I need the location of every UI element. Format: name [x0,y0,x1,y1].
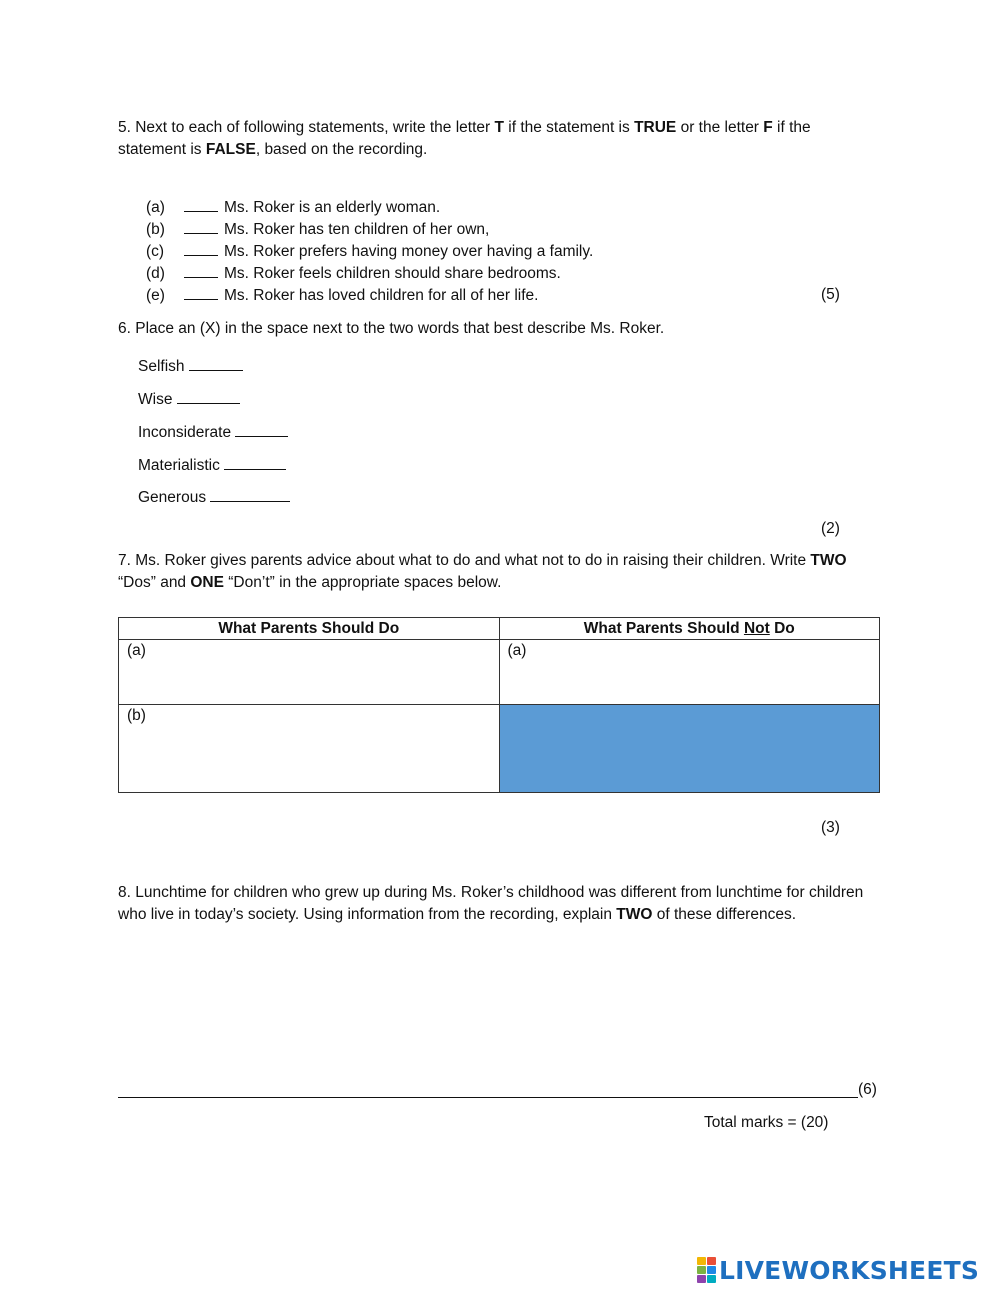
q6-word-generous: Generous [138,486,290,508]
q7-prompt: 7. Ms. Roker gives parents advice about what to do and what not to do in raising their children. Write TWO “Dos” and ONE “Don’t” in the appropriate spaces below. [118,552,847,591]
q5-item-e [146,284,538,306]
logo-text: LIVEWORKSHEETS [719,1255,980,1285]
answer-blank[interactable] [184,262,218,278]
answer-blank[interactable] [210,486,290,502]
item-label: (a) [146,199,165,216]
item-text: Ms. Roker prefers having money over having a family. [224,243,594,260]
q5-item-b [146,218,489,240]
item-label: (b) [146,221,165,238]
answer-blank[interactable] [224,454,286,470]
shaded-cell [499,705,880,793]
answer-blank[interactable] [184,196,218,212]
q6-word-wise: Wise [138,388,240,410]
answer-blank[interactable] [189,355,243,371]
answer-blank[interactable] [235,421,288,437]
item-text: Ms. Roker has ten children of her own, [224,221,490,238]
q5-prompt: 5. Next to each of following statements, write the letter T if the statement is TRUE or the letter F if the statement is FALSE, based on the recording. [118,119,811,158]
item-label: (e) [146,287,165,304]
col-header-should-do: What Parents Should Do [119,618,500,640]
q6-marks: (2) [821,520,840,537]
q5-item-a [146,196,440,218]
liveworksheets-logo [697,1256,979,1284]
q7-answer-table [118,617,880,793]
q6-word-inconsiderate: Inconsiderate [138,421,288,443]
q5-item-c [146,240,593,262]
q6-word-materialistic: Materialistic [138,454,286,476]
answer-blank[interactable] [177,388,240,404]
q6-prompt: 6. Place an (X) in the space next to the two words that best describe Ms. Roker. [118,320,665,337]
item-text: Ms. Roker is an elderly woman. [224,199,441,216]
item-label: (c) [146,243,165,260]
q6-word-selfish: Selfish [138,355,243,377]
item-text: Ms. Roker has loved children for all of her life. [224,287,539,304]
q5-item-d [146,262,561,284]
q8-marks: (6) [858,1081,877,1098]
total-marks: Total marks = (20) [704,1114,829,1131]
answer-blank[interactable] [184,284,218,300]
dont-answer-a[interactable]: (a) [499,640,880,705]
do-answer-a[interactable]: (a) [119,640,500,705]
item-label: (d) [146,265,165,282]
logo-blocks-icon [697,1257,716,1283]
q8-answer-line[interactable] [118,1097,858,1098]
q5-marks: (5) [821,286,840,303]
answer-blank[interactable] [184,218,218,234]
do-answer-b[interactable]: (b) [119,705,500,793]
col-header-should-not-do: What Parents Should Not Do [499,618,880,640]
item-text: Ms. Roker feels children should share bedrooms. [224,265,561,282]
q8-prompt: 8. Lunchtime for children who grew up during Ms. Roker’s childhood was different from lunchtime for children who live in today’s society. Using information from the recording, explain TWO of these differences. [118,884,864,923]
q7-marks: (3) [821,819,840,836]
answer-blank[interactable] [184,240,218,256]
